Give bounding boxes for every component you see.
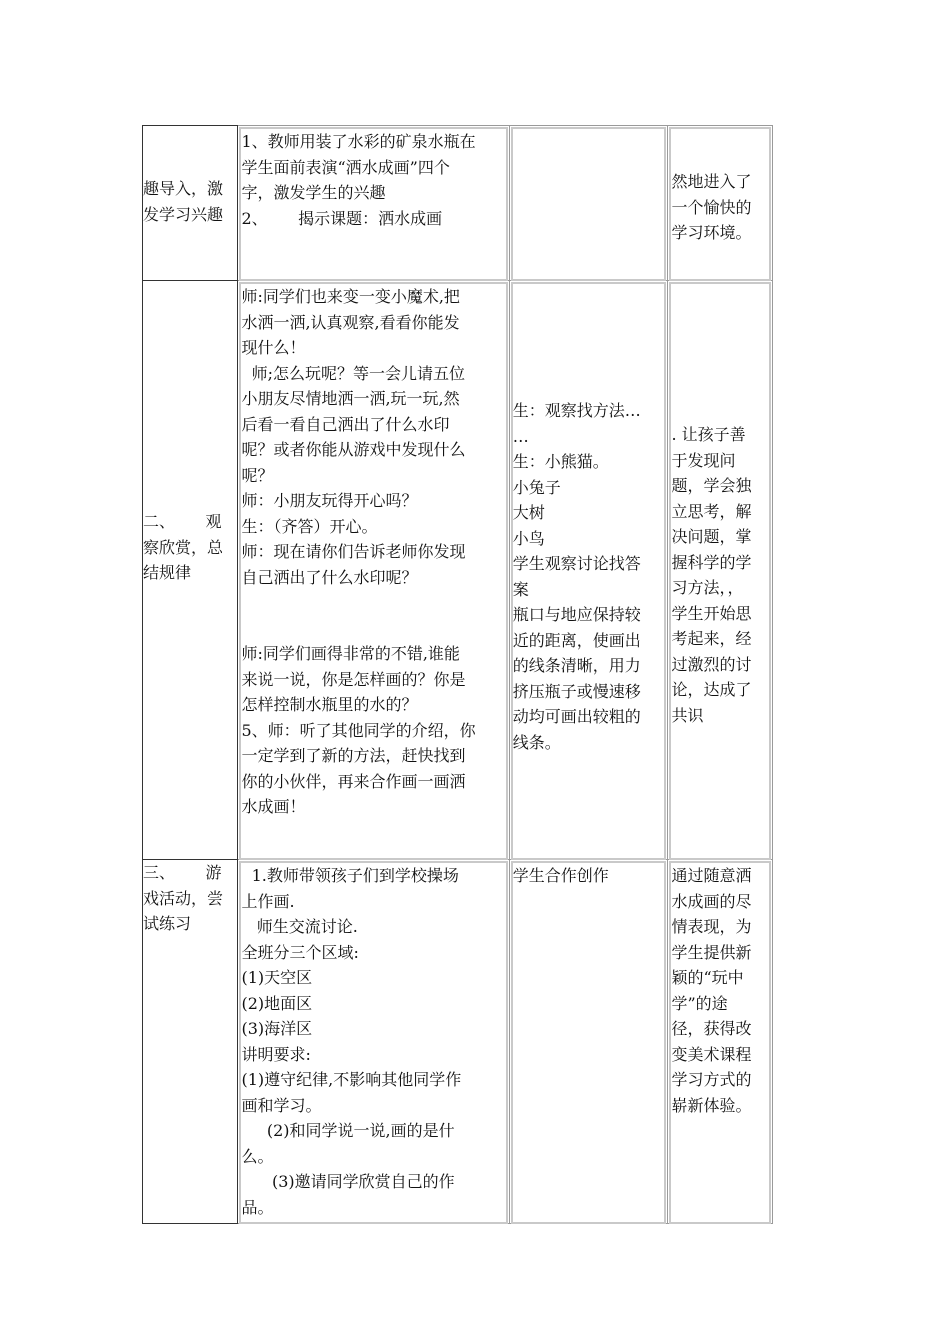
purpose-line: 共识 [671, 705, 704, 725]
stage-line: 发学习兴趣 [143, 204, 224, 224]
stage-cell [143, 126, 238, 281]
teacher-line: 小朋友尽情地洒一洒,玩一玩,然 [241, 389, 460, 408]
purpose-line: . 让孩子善 [671, 425, 746, 444]
purpose-line: 学生提供新 [671, 942, 752, 962]
teacher-line: 1.教师带领孩子们到学校操场 [241, 866, 459, 885]
student-line: 动均可画出较粗的 [512, 707, 641, 726]
student-line: 小兔子 [512, 477, 561, 497]
student-line: 生：观察找方法… [512, 401, 641, 420]
purpose-line: 握科学的学 [671, 552, 752, 572]
stage-line: 三、 游 [143, 863, 222, 882]
purpose-line: 论，达成了 [671, 680, 752, 699]
student-line: 小鸟 [512, 528, 545, 548]
purpose-line: 学习方式的 [671, 1070, 752, 1089]
teacher-line: 师:同学们也来变一变小魔术,把 [241, 287, 460, 306]
teacher-line: 呢？ [241, 465, 274, 485]
teacher-line: (2)和同学说一说,画的是什 [241, 1121, 455, 1140]
teacher-line: 来说一说，你是怎样画的？你是 [241, 669, 466, 689]
teacher-line: 生：（齐答）开心。 [241, 516, 378, 536]
student-activity-cell [509, 860, 668, 1224]
purpose-line: 学”的途 [671, 993, 728, 1013]
stage-line: 二、 观 [143, 512, 222, 531]
purpose-line: 学生开始思 [671, 603, 752, 623]
table-row [143, 281, 773, 860]
teacher-line: 呢？或者你能从游戏中发现什么 [241, 440, 466, 459]
teacher-line: 一定学到了新的方法，赶快找到 [241, 746, 466, 765]
student-line: 生：小熊猫。 [512, 452, 609, 471]
purpose-line: 于发现问 [671, 450, 736, 470]
teacher-activity-cell [238, 860, 509, 1224]
teacher-line: 学生面前表演“洒水成画”四个 [241, 157, 450, 177]
stage-line: 趣导入，激 [143, 179, 224, 198]
purpose-line: 题，学会独 [671, 476, 752, 495]
table-row [143, 860, 773, 1224]
teacher-line: 水洒一洒,认真观察,看看你能发 [241, 312, 460, 332]
student-line: 线条。 [512, 732, 561, 752]
teacher-line [241, 616, 505, 642]
teacher-line: (3)海洋区 [241, 1019, 313, 1038]
teacher-line: 师：现在请你们告诉老师你发现 [241, 542, 466, 561]
teacher-line: (3)邀请同学欣赏自己的作 [241, 1172, 455, 1191]
teacher-line: 怎样控制水瓶里的水的？ [241, 695, 418, 714]
purpose-line: 情表现，为 [671, 917, 752, 936]
teacher-line [241, 590, 505, 616]
student-line: 挤压瓶子或慢速移 [512, 681, 641, 701]
student-activity-cell [509, 281, 668, 860]
purpose-line: 径，获得改 [671, 1019, 752, 1038]
student-line: 的线条清晰，用力 [512, 656, 641, 675]
teacher-line: (2)地面区 [241, 993, 313, 1013]
design-purpose-cell [668, 126, 773, 281]
design-purpose-cell [668, 860, 773, 1224]
teacher-line: 全班分三个区域: [241, 942, 359, 962]
purpose-line: 水成画的尽 [671, 891, 752, 911]
teacher-line: 5、师：听了其他同学的介绍，你 [241, 720, 476, 740]
teacher-activity-cell [238, 126, 509, 281]
purpose-line: 然地进入了 [671, 172, 752, 191]
lesson-plan-table [142, 125, 773, 1224]
purpose-line: 变美术课程 [671, 1044, 752, 1064]
purpose-line: 考起来，经 [671, 629, 752, 648]
teacher-line: 讲明要求: [241, 1044, 311, 1064]
teacher-line: 么。 [241, 1146, 274, 1166]
stage-line: 戏活动，尝 [143, 888, 224, 908]
purpose-line: 习方法，， [671, 578, 744, 597]
student-line: 案 [512, 579, 529, 599]
student-line: 大树 [512, 503, 545, 522]
teacher-line: 品。 [241, 1197, 274, 1217]
purpose-line: 崭新体验。 [671, 1095, 752, 1115]
teacher-line: 师:同学们画得非常的不错,谁能 [241, 644, 460, 663]
stage-line: 试练习 [143, 914, 192, 933]
stage-line: 结规律 [143, 563, 192, 582]
teacher-line: 2、 揭示课题：洒水成画 [241, 208, 443, 228]
student-line: 学生合作创作 [512, 866, 609, 885]
purpose-line: 学习环境。 [671, 223, 752, 242]
teacher-line: 后看一看自己洒出了什么水印 [241, 414, 450, 434]
purpose-line: 一个愉快的 [671, 197, 752, 217]
student-line: 学生观察讨论找答 [512, 554, 641, 573]
teacher-line: 现什么！ [241, 338, 306, 357]
teacher-line: 师生交流讨论. [241, 917, 358, 936]
teacher-line: 你的小伙伴，再来合作画一画洒 [241, 771, 466, 791]
teacher-line: (1)天空区 [241, 968, 313, 987]
student-line: … [512, 426, 529, 446]
student-line: 瓶口与地应保持较 [512, 605, 641, 624]
teacher-line: 1、教师用装了水彩的矿泉水瓶在 [241, 132, 476, 151]
teacher-line: (1)遵守纪律,不影响其他同学作 [241, 1070, 462, 1089]
stage-cell [143, 281, 238, 860]
teacher-line: 水成画！ [241, 797, 306, 816]
purpose-line: 过激烈的讨 [671, 654, 752, 674]
purpose-line: 通过随意洒 [671, 866, 752, 885]
student-activity-cell [509, 126, 668, 281]
table-row [143, 126, 773, 281]
teacher-line: 字，激发学生的兴趣 [241, 183, 386, 202]
teacher-line: 师：小朋友玩得开心吗？ [241, 491, 418, 510]
purpose-line: 颖的“玩中 [671, 968, 744, 987]
student-line: 近的距离，使画出 [512, 630, 641, 650]
teacher-line: 画和学习。 [241, 1095, 322, 1115]
teacher-activity-cell [238, 281, 509, 860]
stage-cell [143, 860, 238, 1224]
purpose-line: 立思考，解 [671, 501, 752, 521]
purpose-line: 决问题，掌 [671, 527, 752, 546]
teacher-line: 上作画. [241, 891, 295, 911]
design-purpose-cell [668, 281, 773, 860]
teacher-line: 师;怎么玩呢？等一会儿请五位 [241, 363, 466, 383]
teacher-line: 自己洒出了什么水印呢？ [241, 567, 418, 587]
stage-line: 察欣赏，总 [143, 537, 224, 557]
